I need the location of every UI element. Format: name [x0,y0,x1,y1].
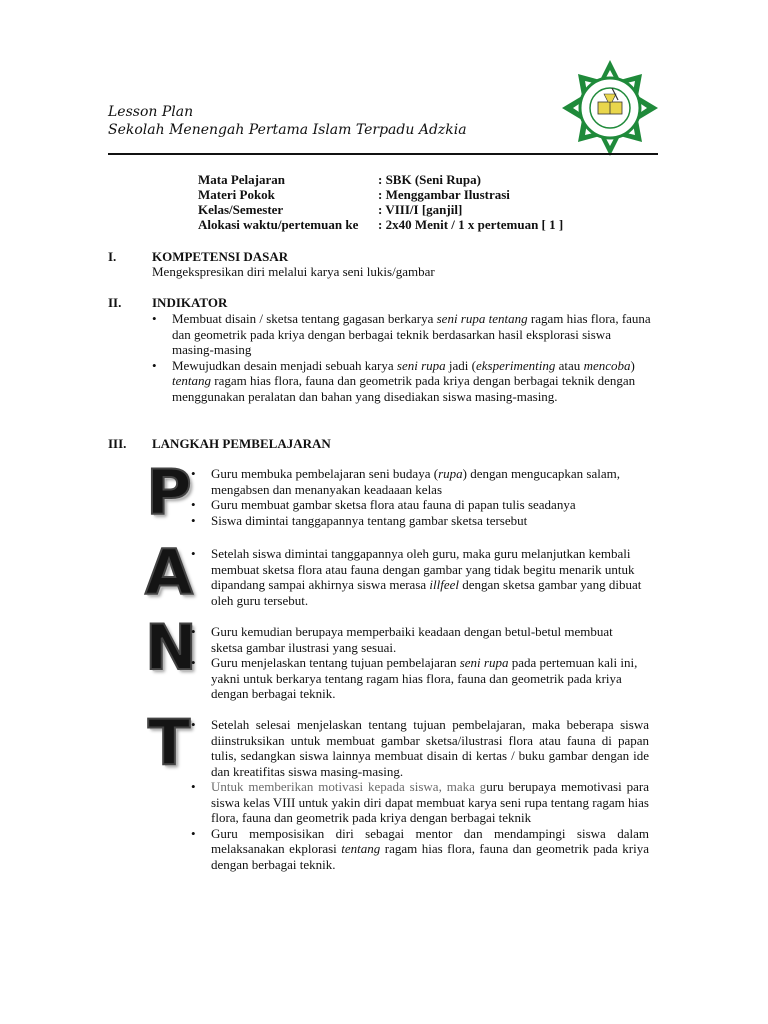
section-number: I. [108,249,117,264]
header-rule [108,153,658,155]
info-value: : 2x40 Menit / 1 x pertemuan [ 1 ] [378,217,564,232]
info-row [198,202,658,218]
list-item: • Guru memposisikan diri sebagai mentor dan mendampingi siswa dalam melaksanakan ekplorasi tentang ragam hias flora, fauna dan geometrik pada kriya dengan berbagai teknik. [187,826,649,873]
school-name: Sekolah Menengah Pertama Islam Terpadu Adzkia [108,122,467,138]
info-value: : VIII/I [ganjil] [378,202,463,217]
section-title-indikator: INDIKATOR [152,295,228,310]
info-label: Kelas/Semester [198,202,284,217]
pant-letter-t: T [147,706,191,779]
info-label: Materi Pokok [198,187,275,202]
section-number: II. [108,295,122,310]
indikator-list [148,311,654,404]
list-item: • Setelah siswa dimintai tanggapannya oleh guru, maka guru melanjutkan kembali membuat sketsa flora atau fauna dengan gambar yang tidak begitu menarik untuk dipandang sampai akhirnya siswa merasa illfeel dengan sketsa gambar yang dibuat oleh guru tersebut. [187,546,647,608]
pant-letter-n: N [145,611,197,684]
pant-a-list [187,546,647,608]
info-row [198,187,658,203]
list-item: • Siswa dimintai tanggapannya tentang gambar sketsa tersebut [187,513,647,529]
list-item: • Guru kemudian berupaya memperbaiki keadaan dengan betul-betul membuat sketsa gambar ilustrasi yang sesuai. [187,624,647,655]
section-title-kompetensi: KOMPETENSI DASAR [152,249,289,264]
info-value: : SBK (Seni Rupa) [378,172,481,187]
list-item: • Membuat disain / sketsa tentang gagasan berkarya seni rupa tentang ragam hias flora, fauna dan geometrik pada kriya dengan berbagai teknik berdasarkan hasil eksplorasi siswa masing-masing [148,311,654,358]
info-label: Alokasi waktu/pertemuan ke [198,217,359,232]
doc-type-title: Lesson Plan [108,104,194,120]
section-number: III. [108,436,127,451]
list-item: • Mewujudkan desain menjadi sebuah karya seni rupa jadi (eksperimenting atau mencoba) tentang ragam hias flora, fauna dan geometrik pada kriya dengan berbagai teknik dengan menggunakan peralatan dan bahan yang disediakan siswa masing-masing. [148,358,654,405]
pant-letter-a: A [145,536,193,609]
pant-p-list [187,466,647,528]
pant-n-list [187,624,647,702]
info-row [198,172,658,188]
info-row [198,217,658,233]
school-logo-emblem [560,58,660,158]
pant-letter-p: P [146,456,192,529]
list-item: • Guru menjelaskan tentang tujuan pembelajaran seni rupa pada pertemuan kali ini, yakni untuk berkarya tentang ragam hias flora, fauna dan geometrik pada kriya dengan berbagai teknik. [187,655,647,702]
list-item: • Setelah selesai menjelaskan tentang tujuan pembelajaran, maka beberapa siswa diinstruksikan untuk membuat gambar sketsa/ilustrasi flora atau fauna di papan tulis, sedangkan siswa lainnya membuat disain di kertas / buku gambar dengan ide dan kreatifitas siswa masing-masing. [187,717,649,779]
kompetensi-text: Mengekspresikan diri melalui karya seni lukis/gambar [152,264,435,279]
school-logo [560,58,660,158]
info-label: Mata Pelajaran [198,172,286,187]
list-item: • Untuk memberikan motivasi kepada siswa, maka guru berupaya memotivasi para siswa kelas VIII untuk yakin diri dapat membuat karya seni rupa tentang ragam hias flora, fauna dan geometrik pada kriya dengan berbagai teknik [187,779,649,826]
section-title-langkah: LANGKAH PEMBELAJARAN [152,436,331,451]
info-value: : Menggambar Ilustrasi [378,187,510,202]
pant-t-list [187,717,649,872]
list-item: • Guru membuka pembelajaran seni budaya (rupa) dengan mengucapkan salam, mengabsen dan menanyakan keadaaan kelas [187,466,647,497]
list-item: • Guru membuat gambar sketsa flora atau fauna di papan tulis seadanya [187,497,647,513]
